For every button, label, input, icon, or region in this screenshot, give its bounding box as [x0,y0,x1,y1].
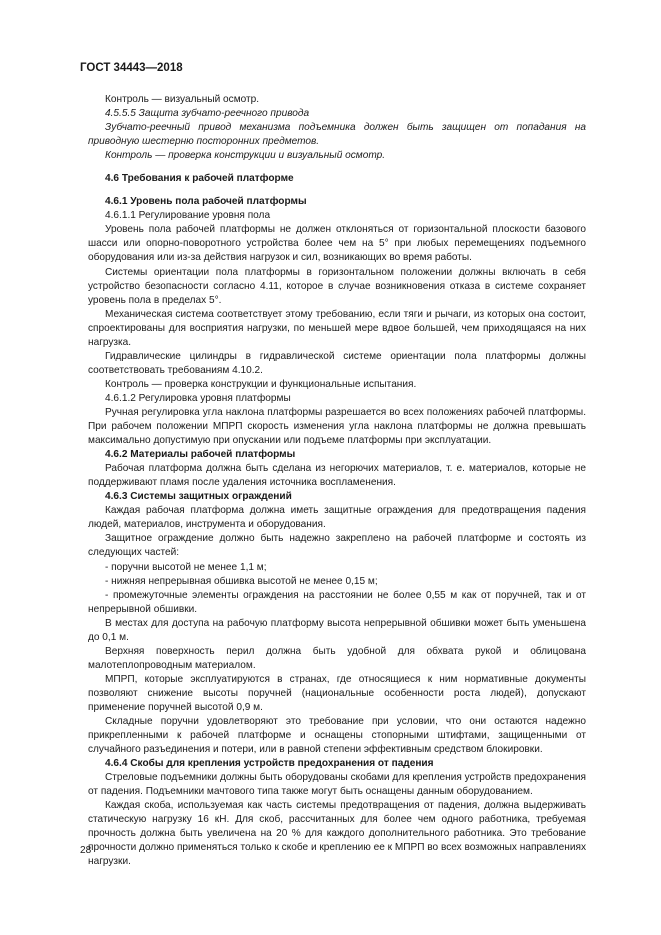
list-item: - промежуточные элементы ограждения на расстоянии не более 0,55 м как от поручней, так и от непрерывной обшивки. [88,589,586,615]
paragraph: В местах для доступа на рабочую платформу высота непрерывной обшивки может быть уменьшена до 0,1 м. [88,617,586,643]
clause-heading: 4.5.5.5 Защита зубчато-реечного привода [105,108,310,120]
paragraph: Контроль — визуальный осмотр. [105,94,260,105]
subsection-heading: 4.6.2 Материалы рабочей платформы [105,449,296,461]
paragraph: Стреловые подъемники должны быть оборудованы скобами для крепления устройств предохранения от падения. Подъемники мачтового типа также могут быть оснащены данным оборудованием. [88,772,586,798]
paragraph: Системы ориентации пола платформы в горизонтальном положении должны включать в себя устройство безопасности согласно 4.11, которое в случае возникновения отказа в системе сохраняет уровень пола в пределах 5°. [88,266,586,306]
section-heading: 4.6 Требования к рабочей платформе [105,173,294,185]
paragraph: Контроль — проверка конструкции и визуальный осмотр. [105,150,386,162]
document-code: ГОСТ 34443—2018 [80,62,183,74]
paragraph: МПРП, которые эксплуатируются в странах, где относящиеся к ним нормативные документы позволяют снижение высоты поручней (национальные особенности роста людей), допускают применение поручней высотой 0,9 м. [88,673,586,713]
paragraph: Контроль — проверка конструкции и функциональные испытания. [105,378,417,390]
clause-heading: 4.6.1.2 Регулировка уровня платформы [105,392,291,404]
list-item: - нижняя непрерывная обшивка высотой не менее 0,15 м; [105,575,378,587]
paragraph: Складные поручни удовлетворяют это требование при условии, что они остаются надежно прикрепленными к рабочей платформе и оснащены стопорными штифтами, защищенными от случайного разъединения и потери, или в равной степени эффективным средством блокировки. [88,716,586,756]
paragraph: Защитное ограждение должно быть надежно закреплено на рабочей платформе и состоять из следующих частей: [88,533,586,559]
paragraph: Гидравлические цилиндры в гидравлической системе ориентации пола платформы должны соответствовать требованиям 4.10.2. [88,350,586,376]
page-number: 28 [80,845,92,856]
subsection-heading: 4.6.3 Системы защитных ограждений [105,491,292,503]
subsection-heading: 4.6.4 Скобы для крепления устройств предохранения от падения [105,758,434,770]
clause-heading: 4.6.1.1 Регулирование уровня пола [105,210,271,222]
paragraph: Каждая рабочая платформа должна иметь защитные ограждения для предотвращения падения людей, материалов, инструмента и оборудования. [88,505,586,531]
paragraph: Верхняя поверхность перил должна быть удобной для обхвата рукой и облицована малотеплопроводным материалом. [88,645,586,671]
paragraph: Уровень пола рабочей платформы не должен отклоняться от горизонтальной плоскости базового шасси или опорно-поворотного устройства более чем на 5° при любых перемещениях подъемного оборудования или из-за действия нагрузок и сил, возникающих во время работы. [88,224,586,264]
paragraph: Ручная регулировка угла наклона платформы разрешается во всех положениях рабочей платформы. При рабочем положении МПРП скорость изменения угла наклона платформы не должна превышать максимально допустимую при опускании или подъеме платформы при эксплуатации. [88,406,586,447]
paragraph: Зубчато-реечный привод механизма подъемника должен быть защищен от попадания на приводную шестерню посторонних предметов. [88,122,586,148]
paragraph: Рабочая платформа должна быть сделана из негорючих материалов, т. е. материалов, которые не поддерживают пламя после удаления источника воспламенения. [88,463,586,489]
subsection-heading: 4.6.1 Уровень пола рабочей платформы [105,196,307,208]
document-body [88,93,586,870]
paragraph: Каждая скоба, используемая как часть системы предотвращения от падения, должна выдерживать статическую нагрузку 16 кН. Для скоб, рассчитанных для более чем одного работника, требуемая прочность должна быть увеличена на 20 % для каждого дополнительного работника. Это требование прочности должно применяться только к скобе и креплению ее к МПРП во всех возможных направлениях нагрузки. [88,800,586,868]
list-item: - поручни высотой не менее 1,1 м; [105,561,267,573]
paragraph: Механическая система соответствует этому требованию, если тяги и рычаги, из которых она состоит, спроектированы для восприятия нагрузки, по меньшей мере вдвое большей, чем приходящаяся на них нагрузка. [88,308,586,348]
